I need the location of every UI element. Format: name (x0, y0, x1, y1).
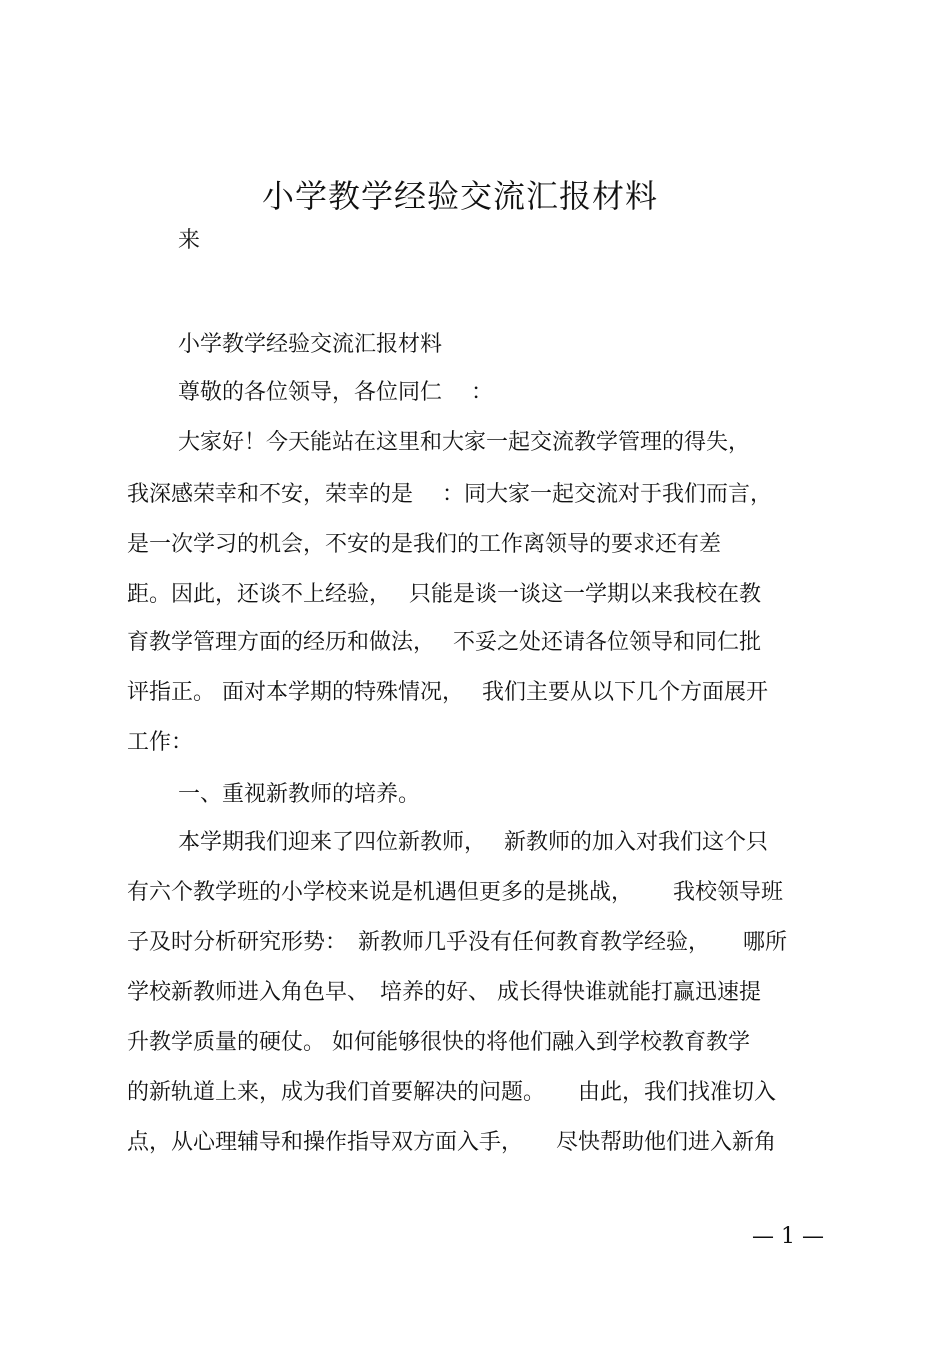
text-line: 尊敬的各位领导，各位同仁 ： (178, 380, 493, 405)
text-line: 小学教学经验交流汇报材料 (178, 332, 443, 357)
text-line: 子及时分析研究形势： 新教师几乎没有任何教育教学经验， 哪所 (127, 930, 788, 955)
text-line: 评指正。 面对本学期的特殊情况， 我们主要从以下几个方面展开 (127, 680, 768, 705)
text-line: 来 (178, 228, 201, 253)
text-line: 本学期我们迎来了四位新教师， 新教师的加入对我们这个只 (178, 830, 768, 855)
text-line: 育教学管理方面的经历和做法， 不妥之处还请各位领导和同仁批 (127, 630, 761, 655)
text-line: 学校新教师进入角色早、 培养的好、 成长得快谁就能打赢迅速提 (127, 980, 761, 1005)
text-line: 我深感荣幸和不安，荣幸的是 ：同大家一起交流对于我们而言， (127, 482, 772, 507)
page-number: — 1 — (752, 1224, 824, 1249)
section-heading: 一、重视新教师的培养。 (178, 782, 421, 807)
document-title: 小学教学经验交流汇报材料 (261, 177, 658, 215)
text-line: 的新轨道上来，成为我们首要解决的问题。 由此，我们找准切入 (127, 1080, 777, 1105)
text-line: 大家好！今天能站在这里和大家一起交流教学管理的得失， (178, 430, 751, 455)
text-line: 距。因此，还谈不上经验， 只能是谈一谈这一学期以来我校在教 (127, 582, 761, 607)
text-line: 升教学质量的硬仗。 如何能够很快的将他们融入到学校教育教学 (127, 1030, 750, 1055)
text-line: 有六个教学班的小学校来说是机遇但更多的是挑战， 我校领导班 (127, 880, 783, 905)
text-line: 工作： (127, 730, 194, 755)
text-line: 是一次学习的机会，不安的是我们的工作离领导的要求还有差 (127, 532, 722, 557)
text-line: 点，从心理辅导和操作指导双方面入手， 尽快帮助他们进入新角 (127, 1130, 777, 1155)
